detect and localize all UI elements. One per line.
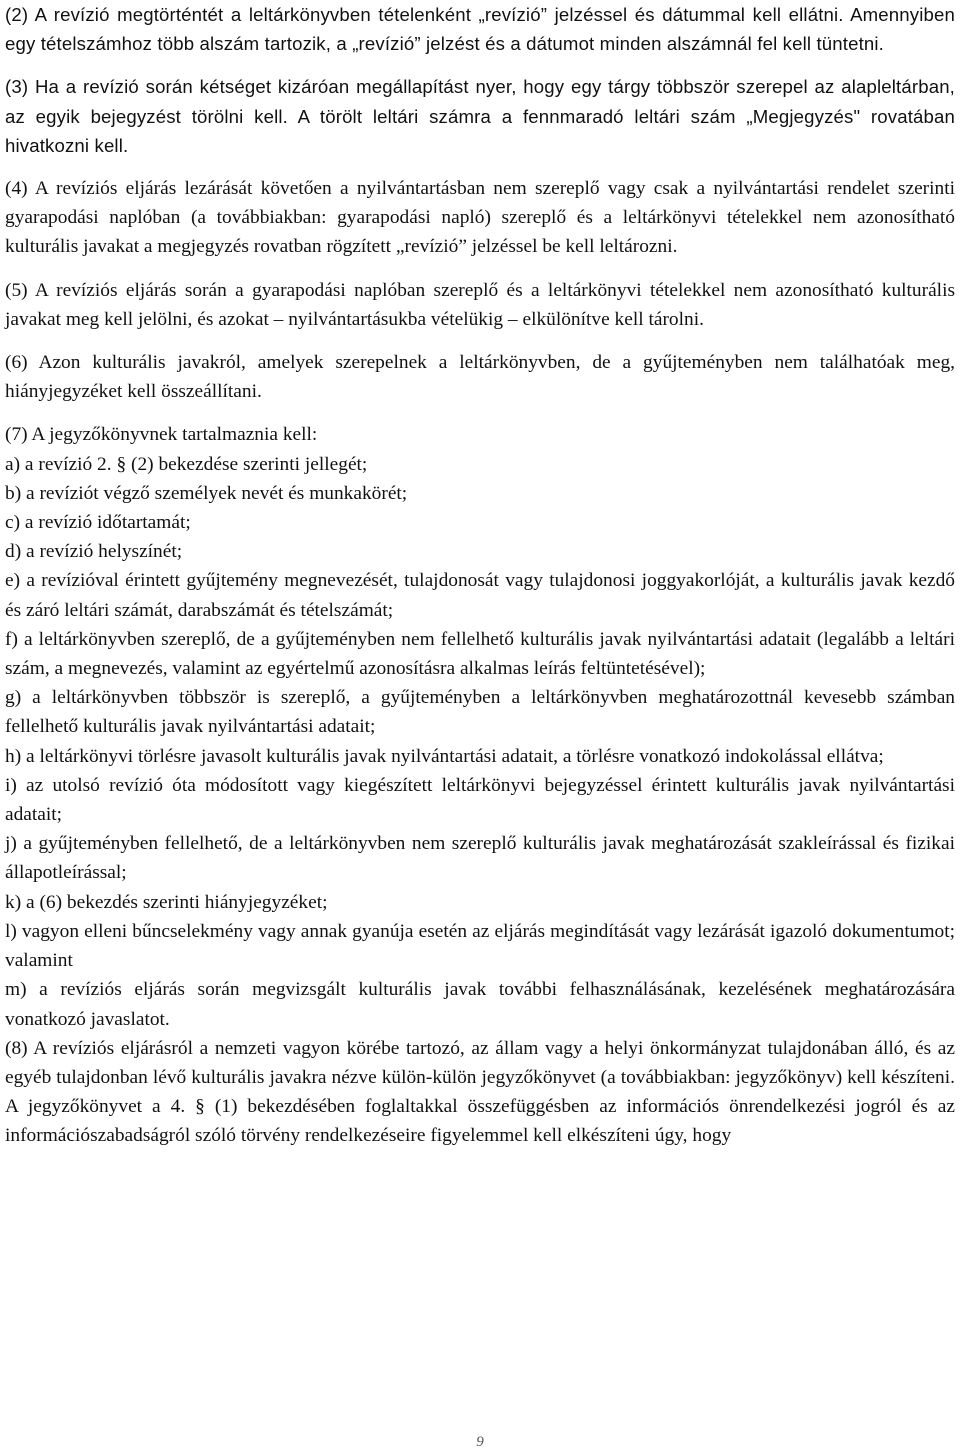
paragraph-2: (2) A revízió megtörténtét a leltárkönyvben tételenként „revízió” jelzéssel és dátummal kell ellátni. Amennyiben egy tételszámhoz több alszám tartozik, a „revízió” jelzést és a dátumot minden alszámnál fel kell tüntetni. xyxy=(5,4,955,55)
list-item-f: f) a leltárkönyvben szereplő, de a gyűjteményben nem fellelhető kulturális javak nyilvántartási adatait (legalább a leltári szám, a megnevezés, valamint az egyértelmű azonosításra alkalmas leírás feltüntetésével); xyxy=(5,628,955,680)
list-item-e: e) a revízióval érintett gyűjtemény megnevezését, tulajdonosát vagy tulajdonosi joggyakorlóját, a kulturális javak kezdő és záró leltári számát, darabszámát és tételszámát; xyxy=(5,570,955,621)
paragraph-6: (6) Azon kulturális javakról, amelyek szerepelnek a leltárkönyvben, de a gyűjteményben nem találhatóak meg, hiányjegyzéket kell összeállítani. xyxy=(5,352,955,403)
document-page xyxy=(5,0,955,1151)
list-item-i: i) az utolsó revízió óta módosított vagy kiegészített leltárkönyvi bejegyzéssel érintett kulturális javak nyilvántartási adatait; xyxy=(5,774,955,826)
list-item-g: g) a leltárkönyvben többször is szereplő, a gyűjteményben a leltárkönyvben meghatározottnál kevesebb számban fellelhető kulturális javak nyilvántartási adatait; xyxy=(5,687,955,738)
list-item-d: d) a revízió helyszínét; xyxy=(5,541,183,563)
list-item-b: b) a revíziót végző személyek nevét és munkakörét; xyxy=(5,482,408,504)
page-number: 9 xyxy=(476,1434,484,1450)
list-item-k: k) a (6) bekezdés szerinti hiányjegyzéket; xyxy=(5,891,328,913)
list-item-a: a) a revízió 2. § (2) bekezdése szerinti jellegét; xyxy=(5,453,368,475)
list-item-c: c) a revízió időtartamát; xyxy=(5,512,191,534)
list-item-m: m) a revíziós eljárás során megvizsgált kulturális javak további felhasználásának, kezelésének meghatározására vonatkozó javaslatot. xyxy=(5,979,955,1030)
required-contents-list xyxy=(5,420,955,1033)
list-item-l: l) vagyon elleni bűncselekmény vagy annak gyanúja esetén az eljárás megindítását vagy lezárását igazoló dokumentumot; valamint xyxy=(5,920,955,972)
list-item-h: h) a leltárkönyvi törlésre javasolt kulturális javak nyilvántartási adatait, a törlésre vonatkozó indokolással ellátva; xyxy=(5,745,884,767)
paragraph-3: (3) Ha a revízió során kétséget kizáróan megállapítást nyer, hogy egy tárgy többször szerepel az alapleltárban, az egyik bejegyzést törölni kell. A törölt leltári számra a fennmaradó leltári szám „Megjegyzés" rovatában hivatkozni kell. xyxy=(5,76,955,156)
paragraph-4: (4) A revíziós eljárás lezárását követően a nyilvántartásban nem szereplő vagy csak a nyilvántartási rendelet szerinti gyarapodási naplóban (a továbbiakban: gyarapodási napló) szereplő és a leltárkönyvi tételekkel nem azonosítható kulturális javakat a megjegyzés rovatban rögzített „revízió” jelzéssel be kell leltározni. xyxy=(5,178,955,258)
paragraph-5: (5) A revíziós eljárás során a gyarapodási naplóban szereplő és a leltárkönyvi tételekkel nem azonosítható kulturális javakat meg kell jelölni, és azokat – nyilvántartásukba vételükig – elkülönítve kell tárolni. xyxy=(5,279,955,330)
list-intro: (7) A jegyzőkönyvnek tartalmaznia kell: xyxy=(5,424,318,446)
list-item-j: j) a gyűjteményben fellelhető, de a leltárkönyvben nem szereplő kulturális javak meghatározását szakleírással és fizikai állapotleírással; xyxy=(5,833,955,884)
paragraph-8: (8) A revíziós eljárásról a nemzeti vagyon körébe tartozó, az állam vagy a helyi önkormányzat tulajdonában álló, és az egyéb tulajdonban lévő kulturális javakra nézve külön-külön jegyzőkönyvet (a továbbiakban: jegyzőkönyv) kell készíteni. A jegyzőkönyvet a 4. § (1) bekezdésében foglaltakkal összefüggésben az információs önrendelkezési jogról és az információszabadságról szóló törvény rendelkezéseire figyelemmel kell elkészíteni úgy, hogy xyxy=(5,1037,955,1147)
